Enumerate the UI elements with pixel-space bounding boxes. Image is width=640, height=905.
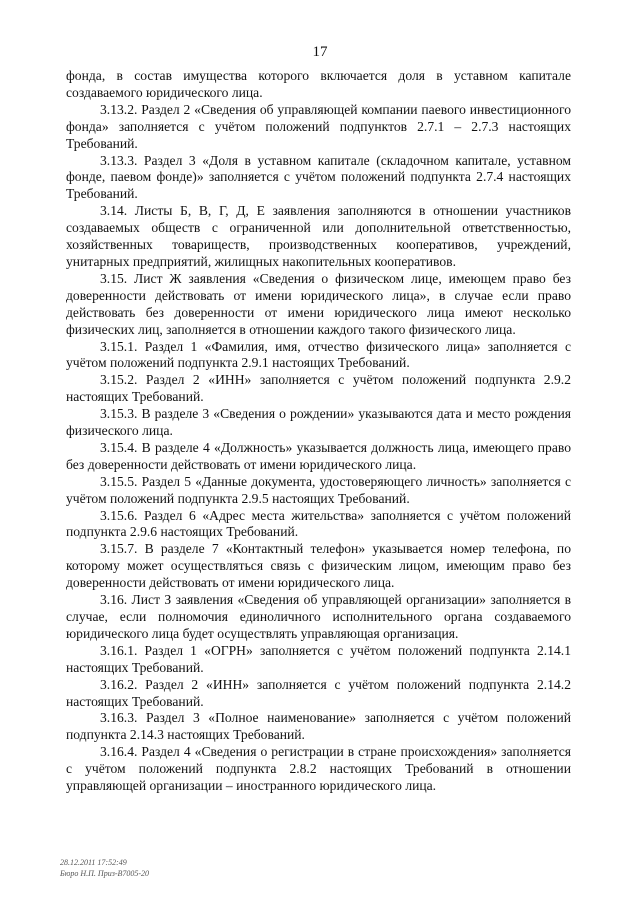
paragraph: 3.15.2. Раздел 2 «ИНН» заполняется с учётом положений подпункта 2.9.2 настоящих Требований. bbox=[66, 372, 571, 405]
paragraph: 3.15.4. В разделе 4 «Должность» указывается должность лица, имеющего право без доверенности действовать от имени юридического лица. bbox=[66, 439, 571, 472]
paragraph: 3.16. Лист З заявления «Сведения об управляющей организации» заполняется в случае, если полномочия единоличного исполнительного органа создаваемого юридического лица будет осуществлять управляющая организация. bbox=[66, 592, 571, 641]
paragraph: 3.16.2. Раздел 2 «ИНН» заполняется с учётом положений подпункта 2.14.2 настоящих Требований. bbox=[66, 676, 571, 709]
paragraph: 3.15.6. Раздел 6 «Адрес места жительства» заполняется с учётом положений подпункта 2.9.6 настоящих Требований. bbox=[66, 507, 571, 540]
paragraph: 3.16.1. Раздел 1 «ОГРН» заполняется с учётом положений подпункта 2.14.1 настоящих Требований. bbox=[66, 642, 571, 675]
document-body bbox=[66, 68, 571, 795]
page-number: 17 bbox=[312, 44, 328, 60]
paragraph: 3.15.7. В разделе 7 «Контактный телефон» указывается номер телефона, по которому может осуществляться связь с физическим лицом, имеющим право без доверенности действовать от имени юридического лица. bbox=[66, 541, 571, 591]
paragraph: 3.16.4. Раздел 4 «Сведения о регистрации в стране происхождения» заполняется с учётом положений подпункта 2.8.2 настоящих Требований в отношении управляющей организации – иностранного юридического лица. bbox=[66, 744, 571, 794]
paragraph: 3.15.1. Раздел 1 «Фамилия, имя, отчество физического лица» заполняется с учётом положений подпункта 2.9.1 настоящих Требований. bbox=[66, 338, 571, 371]
paragraph: фонда, в состав имущества которого включается доля в уставном капитале создаваемого юридического лица. bbox=[66, 68, 571, 100]
paragraph: 3.13.3. Раздел 3 «Доля в уставном капитале (складочном капитале, уставном фонде, паевом фонде)» заполняется с учётом положений подпункта 2.7.4 настоящих Требований. bbox=[66, 152, 571, 202]
paragraph: 3.15.3. В разделе 3 «Сведения о рождении» указываются дата и место рождения физического лица. bbox=[66, 406, 571, 439]
footer-stamp bbox=[60, 857, 149, 879]
paragraph: 3.15. Лист Ж заявления «Сведения о физическом лице, имеющем право без доверенности действовать от имени юридического лица», в случае если право действовать без доверенности от имени юридического лица имеют несколько физических лиц, заполняется в отношении каждого такого физического лица. bbox=[66, 270, 571, 337]
paragraph: 3.16.3. Раздел 3 «Полное наименование» заполняется с учётом положений подпункта 2.14.3 настоящих Требований. bbox=[66, 710, 571, 743]
paragraph: 3.13.2. Раздел 2 «Сведения об управляющей компании паевого инвестиционного фонда» заполняется с учётом положений подпунктов 2.7.1 – 2.7.3 настоящих Требований. bbox=[66, 101, 571, 151]
footer-reference: Бюро Н.П. Приз-В7005-20 bbox=[60, 869, 150, 878]
paragraph: 3.14. Листы Б, В, Г, Д, Е заявления заполняются в отношении участников создаваемых обществ с ограниченной или дополнительной ответственностью, хозяйственных товариществ, производственных кооперативов, учреждений, унитарных предприятий, жилищных накопительных кооперативов. bbox=[66, 203, 571, 269]
footer-timestamp: 28.12.2011 17:52:49 bbox=[60, 858, 127, 867]
paragraph: 3.15.5. Раздел 5 «Данные документа, удостоверяющего личность» заполняется с учётом положений подпункта 2.9.5 настоящих Требований. bbox=[66, 473, 571, 506]
